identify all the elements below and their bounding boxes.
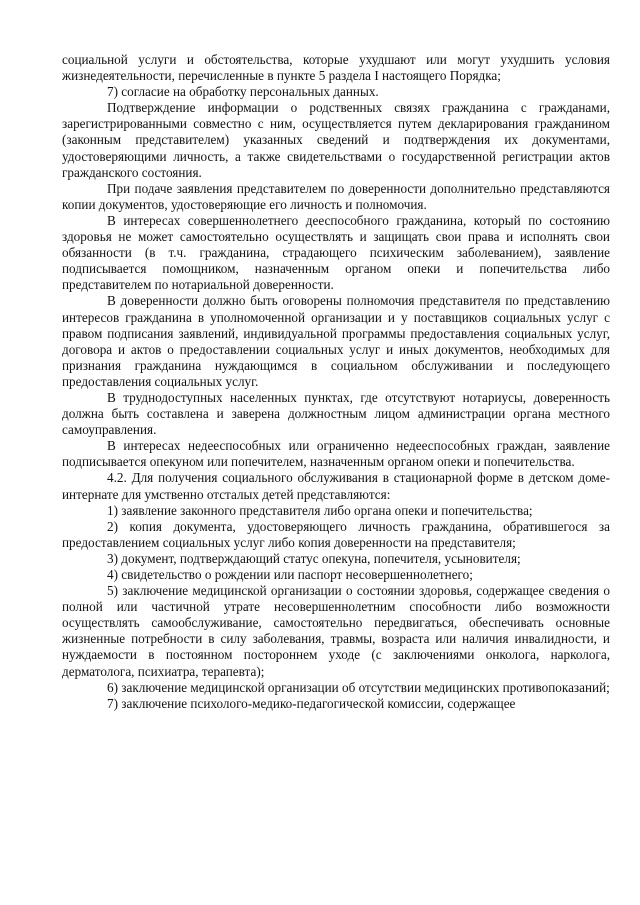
document-page — [62, 52, 610, 712]
list-item-5: 5) заключение медицинской организации о состоянии здоровья, содержащее сведения о полной или частичной утрате несовершеннолетним способности либо возможности осуществлять самообслуживание, самостоятельно передвигаться, обеспечивать основные жизненные потребности в силу заболевания, травмы, возраста или наличия инвалидности, и нуждаемости в постоянном постороннем уходе (с заключениями онколога, нарколога, дерматолога, психиатра, терапевта); — [62, 583, 610, 679]
paragraph-kinship-confirmation: Подтверждение информации о родственных связях гражданина с гражданами, зарегистрированными совместно с ним, осуществляется путем декларирования гражданином (законным представителем) указанных сведений и подтверждения их документами, удостоверяющими личность, а также свидетельствами о государственной регистрации актов гражданского состояния. — [62, 100, 610, 180]
paragraph-continuation: социальной услуги и обстоятельства, которые ухудшают или могут ухудшить условия жизнедеятельности, перечисленные в пункте 5 раздела I настоящего Порядка; — [62, 52, 610, 84]
list-item-2: 2) копия документа, удостоверяющего личность гражданина, обратившегося за предоставлением социальных услуг либо копия доверенности на представителя; — [62, 518, 610, 550]
paragraph-assistant-signature: В интересах совершеннолетнего дееспособного гражданина, который по состоянию здоровья не может самостоятельно осуществлять и защищать свои права и исполнять свои обязанности (в т.ч. гражданина, страдающего психическим заболеванием), заявление подписывается помощником, назначенным органом опеки и попечительства либо представителем по нотариальной доверенности. — [62, 212, 610, 293]
list-item-1: 1) заявление законного представителя либо органа опеки и попечительства; — [107, 502, 533, 518]
list-item-3: 3) документ, подтверждающий статус опекуна, попечителя, усыновителя; — [107, 550, 521, 566]
paragraph-item-7-consent: 7) согласие на обработку персональных данных. — [107, 84, 379, 100]
paragraph-section-4-2: 4.2. Для получения социального обслуживания в стационарной форме в детском доме-интернате для умственно отсталых детей представляются: — [62, 470, 610, 502]
list-item-4: 4) свидетельство о рождении или паспорт несовершеннолетнего; — [107, 567, 473, 582]
paragraph-remote-settlements: В труднодоступных населенных пунктах, где отсутствуют нотариусы, доверенность должна быть составлена и заверена должностным лицом администрации органа местного самоуправления. — [62, 389, 610, 438]
list-item-7: 7) заключение психолого-медико-педагогической комиссии, содержащее — [107, 695, 516, 711]
list-item-6: 6) заключение медицинской организации об отсутствии медицинских противопоказаний; — [107, 679, 610, 695]
paragraph-power-of-attorney-scope: В доверенности должно быть оговорены полномочия представителя по представлению интересов гражданина в уполномоченной организации и у поставщиков социальных услуг с правом подписания заявлений, индивидуальной программы предоставления социальных услуг, договора и актов о предоставлении социальных услуг и иных документов, необходимых для признания гражданина нуждающимся в социальном обслуживании и последующего предоставления социальных услуг. — [62, 293, 610, 389]
paragraph-representative-power-of-attorney: При подаче заявления представителем по доверенности дополнительно представляются копии документов, удостоверяющие его личность и полномочия. — [62, 180, 610, 212]
paragraph-incapacitated-citizens: В интересах недееспособных или ограниченно недееспособных граждан, заявление подписывается опекуном или попечителем, назначенным органом опеки и попечительства. — [62, 438, 610, 470]
